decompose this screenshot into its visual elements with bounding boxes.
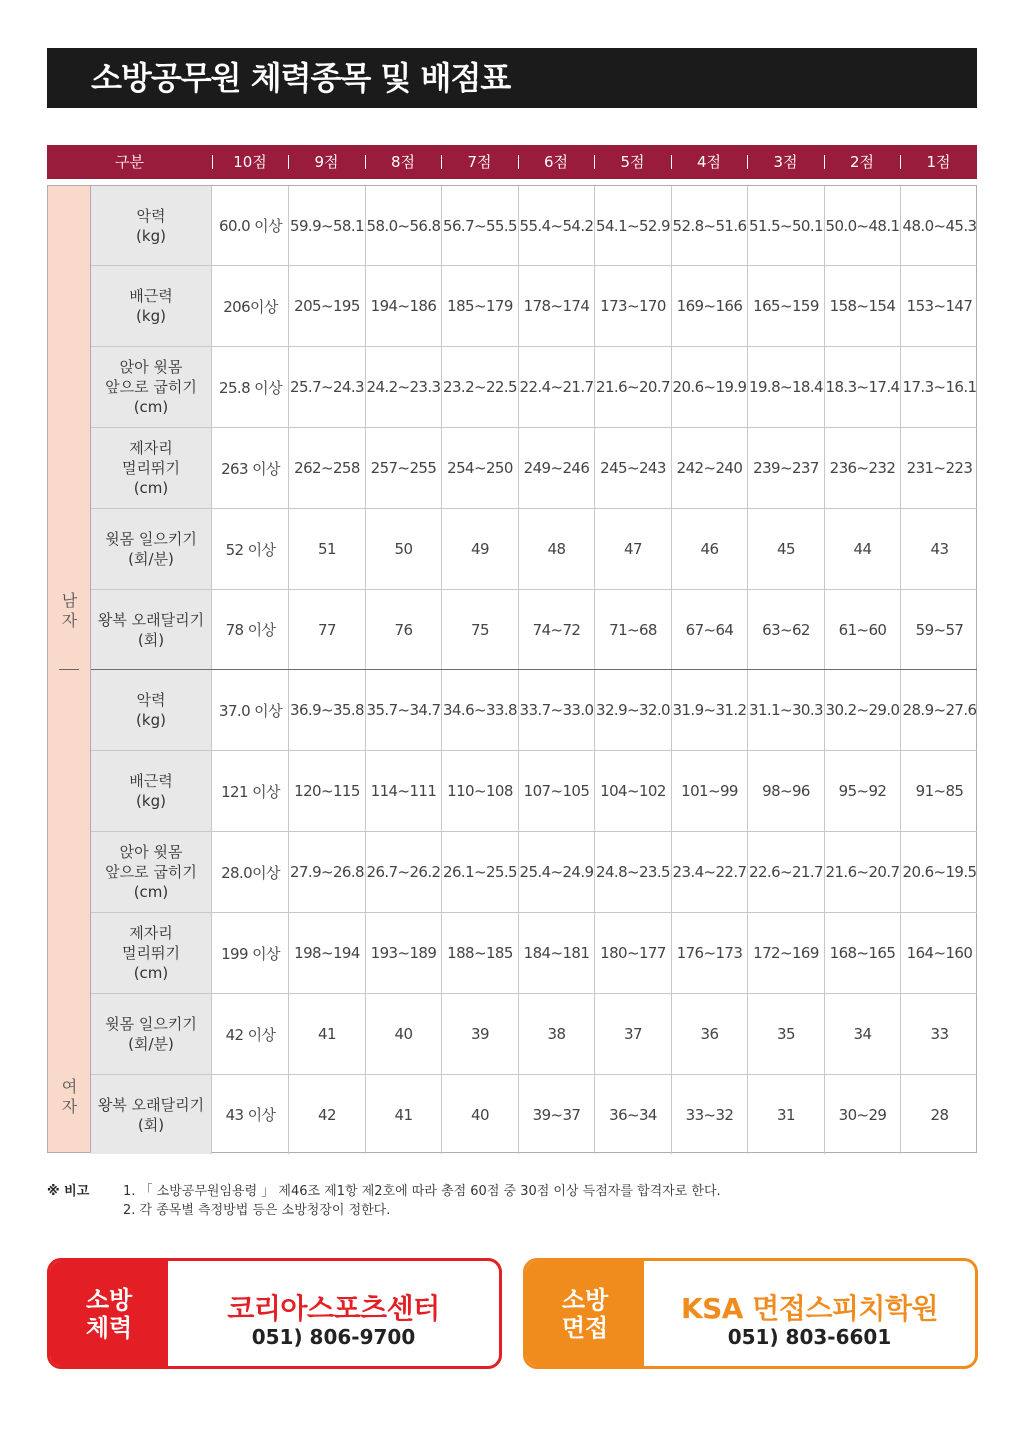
table-row bbox=[91, 509, 977, 590]
score-cell: 37 bbox=[595, 994, 672, 1074]
header-score: 9점 bbox=[314, 153, 339, 171]
score-cell: 59~57 bbox=[915, 620, 964, 639]
score-cell: 52 이상 bbox=[213, 509, 289, 589]
score-cell: 78 이상 bbox=[213, 590, 289, 669]
banner-name: 코리아스포츠센터 bbox=[227, 1292, 440, 1325]
header-score: 4점 bbox=[696, 153, 722, 171]
score-cell: 38 bbox=[519, 994, 595, 1074]
table-row bbox=[91, 913, 977, 994]
event-name-line: (회) bbox=[137, 630, 165, 649]
score-cell: 21.6~20.7 bbox=[825, 832, 901, 912]
score-cell: 52.8~51.6 bbox=[672, 186, 748, 265]
event-name-line: (cm) bbox=[133, 398, 169, 416]
score-cell: 43 이상 bbox=[213, 1075, 289, 1154]
event-name-cell bbox=[91, 186, 212, 265]
score-cell: 36.9~35.8 bbox=[289, 670, 366, 750]
header-score: 5점 bbox=[620, 153, 645, 171]
score-cell: 34 bbox=[825, 994, 901, 1074]
score-cell: 165~159 bbox=[748, 266, 825, 346]
event-name-line: (kg) bbox=[136, 307, 166, 325]
title-bar bbox=[47, 48, 977, 108]
score-cell: 21.6~20.7 bbox=[595, 347, 672, 427]
event-name-line: (cm) bbox=[133, 883, 169, 901]
score-cell: 33~32 bbox=[672, 1075, 748, 1154]
score-cell: 30~29 bbox=[825, 1075, 901, 1154]
score-cell: 180~177 bbox=[595, 913, 672, 993]
score-cell: 51 bbox=[289, 509, 366, 589]
score-cell: 74~72 bbox=[519, 590, 595, 669]
event-name-cell bbox=[91, 751, 212, 831]
score-cell: 33.7~33.0 bbox=[519, 670, 595, 750]
score-cell: 25.7~24.3 bbox=[289, 347, 366, 427]
score-cell: 54.1~52.9 bbox=[595, 186, 672, 265]
score-cell: 59.9~58.1 bbox=[289, 186, 366, 265]
score-cell: 39 bbox=[442, 994, 519, 1074]
score-cell: 19.8~18.4 bbox=[748, 347, 825, 427]
header-score: 3점 bbox=[773, 153, 798, 171]
banner-phone: 051) 803-6601 bbox=[727, 1325, 892, 1349]
event-name-cell bbox=[91, 347, 212, 427]
banner-tag-line-1: 소방 bbox=[85, 1285, 133, 1314]
score-cell: 43 bbox=[930, 540, 949, 558]
event-name-line: 배근력 bbox=[129, 287, 173, 305]
score-cell: 22.4~21.7 bbox=[519, 347, 595, 427]
score-cell: 262~258 bbox=[289, 428, 366, 508]
event-name-line: (회/분) bbox=[128, 550, 174, 568]
score-cell: 51.5~50.1 bbox=[748, 186, 825, 265]
header-score: 6점 bbox=[543, 153, 569, 171]
score-cell: 153~147 bbox=[906, 297, 973, 315]
event-name-line: 윗몸 일으키기 bbox=[105, 1015, 197, 1033]
score-cell: 254~250 bbox=[442, 428, 519, 508]
table-row bbox=[91, 1075, 977, 1154]
score-cell: 120~115 bbox=[289, 751, 366, 831]
score-cell: 95~92 bbox=[825, 751, 901, 831]
score-cell: 37.0 이상 bbox=[213, 670, 289, 750]
event-name-cell bbox=[91, 590, 212, 669]
score-cell: 193~189 bbox=[366, 913, 442, 993]
score-cell: 63~62 bbox=[748, 590, 825, 669]
score-cell: 27.9~26.8 bbox=[289, 832, 366, 912]
score-cell: 34.6~33.8 bbox=[442, 670, 519, 750]
score-cell: 172~169 bbox=[748, 913, 825, 993]
score-cell: 30.2~29.0 bbox=[825, 670, 901, 750]
score-cell: 40 bbox=[366, 994, 442, 1074]
header-category: 구분 bbox=[115, 153, 144, 171]
score-cell: 26.7~26.2 bbox=[366, 832, 442, 912]
score-cell: 48.0~45.3 bbox=[902, 216, 977, 235]
score-cell: 176~173 bbox=[672, 913, 748, 993]
event-name-line: 앞으로 굽히기 bbox=[105, 863, 197, 881]
score-cell: 56.7~55.5 bbox=[442, 186, 519, 265]
score-cell: 121 이상 bbox=[213, 751, 289, 831]
event-name-line: (회) bbox=[137, 1115, 165, 1134]
score-cell: 185~179 bbox=[442, 266, 519, 346]
score-cell: 101~99 bbox=[672, 751, 748, 831]
score-cell: 28.9~27.6 bbox=[902, 701, 977, 719]
table-row bbox=[91, 832, 977, 913]
score-cell: 107~105 bbox=[519, 751, 595, 831]
score-cell: 164~160 bbox=[906, 944, 973, 962]
score-cell: 36 bbox=[672, 994, 748, 1074]
score-cell: 23.4~22.7 bbox=[672, 832, 748, 912]
gender-label-male bbox=[48, 591, 91, 631]
score-cell: 42 bbox=[289, 1075, 366, 1154]
event-name-line: 멀리뛰기 bbox=[122, 459, 180, 477]
header-score: 7점 bbox=[467, 153, 492, 171]
score-cell: 98~96 bbox=[748, 751, 825, 831]
score-cell: 42 이상 bbox=[213, 994, 289, 1074]
score-cell: 33 bbox=[930, 1025, 949, 1043]
score-cell: 23.2~22.5 bbox=[442, 347, 519, 427]
event-name-line: 멀리뛰기 bbox=[122, 944, 180, 962]
score-cell: 36~34 bbox=[595, 1075, 672, 1154]
score-cell: 20.6~19.9 bbox=[672, 347, 748, 427]
event-name-line: 제자리 bbox=[129, 439, 173, 457]
event-name-cell bbox=[91, 509, 212, 589]
gender-divider-dash bbox=[59, 669, 79, 670]
score-cell: 48 bbox=[519, 509, 595, 589]
note-line-2: 2. 각 종목별 측정방법 등은 소방청장이 정한다. bbox=[123, 1203, 391, 1218]
score-cell: 71~68 bbox=[595, 590, 672, 669]
event-name-line: (cm) bbox=[133, 479, 169, 497]
score-cell: 184~181 bbox=[519, 913, 595, 993]
score-cell: 28.0이상 bbox=[213, 832, 289, 912]
score-cell: 17.3~16.1 bbox=[902, 378, 977, 396]
banner-tag-line-1: 소방 bbox=[561, 1285, 609, 1314]
event-name-line: 왕복 오래달리기 bbox=[97, 1095, 205, 1114]
banner-name: KSA 면접스피치학원 bbox=[680, 1292, 939, 1325]
header-score: 8점 bbox=[390, 153, 416, 171]
score-cell: 39~37 bbox=[519, 1075, 595, 1154]
banner-tag-fitness bbox=[50, 1261, 168, 1366]
score-cell: 18.3~17.4 bbox=[825, 347, 901, 427]
score-cell: 47 bbox=[595, 509, 672, 589]
event-name-line: 앉아 윗몸 bbox=[119, 358, 183, 376]
score-cell: 236~232 bbox=[825, 428, 901, 508]
banner-tag-line-2: 체력 bbox=[85, 1313, 133, 1342]
event-name-cell bbox=[91, 913, 212, 993]
score-cell: 205~195 bbox=[289, 266, 366, 346]
score-cell: 26.1~25.5 bbox=[442, 832, 519, 912]
header-score: 2점 bbox=[849, 153, 875, 171]
notes-label: ※ 비고 bbox=[47, 1184, 90, 1199]
score-cell: 46 bbox=[672, 509, 748, 589]
event-name-line: 앞으로 굽히기 bbox=[105, 378, 197, 396]
score-cell: 168~165 bbox=[825, 913, 901, 993]
table-row bbox=[91, 428, 977, 509]
event-name-cell bbox=[91, 832, 212, 912]
score-cell: 199 이상 bbox=[213, 913, 289, 993]
score-cell: 169~166 bbox=[672, 266, 748, 346]
banner-tag-interview bbox=[526, 1261, 644, 1366]
score-cell: 44 bbox=[825, 509, 901, 589]
score-cell: 77 bbox=[289, 590, 366, 669]
event-name-cell bbox=[91, 1075, 212, 1154]
table-row bbox=[91, 186, 977, 266]
score-cell: 32.9~32.0 bbox=[595, 670, 672, 750]
banner-tag-line-2: 면접 bbox=[561, 1313, 609, 1342]
score-cell: 178~174 bbox=[519, 266, 595, 346]
score-cell: 25.4~24.9 bbox=[519, 832, 595, 912]
score-cell: 40 bbox=[442, 1075, 519, 1154]
score-cell: 173~170 bbox=[595, 266, 672, 346]
event-name-cell bbox=[91, 266, 212, 346]
score-cell: 239~237 bbox=[748, 428, 825, 508]
score-cell: 245~243 bbox=[595, 428, 672, 508]
score-cell: 231~223 bbox=[906, 459, 973, 477]
score-cell: 20.6~19.5 bbox=[902, 863, 977, 881]
event-name-cell bbox=[91, 994, 212, 1074]
score-cell: 188~185 bbox=[442, 913, 519, 993]
table-row bbox=[91, 751, 977, 832]
score-cell: 35 bbox=[748, 994, 825, 1074]
header-score: 1점 bbox=[926, 153, 951, 171]
event-name-line: (kg) bbox=[136, 226, 166, 245]
event-name-line: 악력 bbox=[136, 206, 166, 225]
score-cell: 55.4~54.2 bbox=[519, 186, 595, 265]
score-cell: 61~60 bbox=[825, 590, 901, 669]
score-cell: 206이상 bbox=[213, 266, 289, 346]
table-row bbox=[91, 670, 977, 751]
event-name-line: 악력 bbox=[136, 691, 166, 709]
score-cell: 50.0~48.1 bbox=[825, 186, 901, 265]
score-cell: 104~102 bbox=[595, 751, 672, 831]
score-cell: 31 bbox=[748, 1075, 825, 1154]
score-cell: 110~108 bbox=[442, 751, 519, 831]
score-cell: 257~255 bbox=[366, 428, 442, 508]
score-cell: 114~111 bbox=[366, 751, 442, 831]
score-cell: 31.9~31.2 bbox=[672, 670, 748, 750]
banner-interview-academy[interactable] bbox=[523, 1258, 978, 1369]
event-name-cell bbox=[91, 428, 212, 508]
score-cell: 75 bbox=[442, 590, 519, 669]
event-name-line: 제자리 bbox=[129, 924, 173, 942]
score-cell: 28 bbox=[930, 1105, 949, 1124]
score-cell: 263 이상 bbox=[213, 428, 289, 508]
table-row bbox=[91, 347, 977, 428]
score-cell: 22.6~21.7 bbox=[748, 832, 825, 912]
score-cell: 45 bbox=[748, 509, 825, 589]
event-name-line: 앉아 윗몸 bbox=[119, 843, 183, 861]
score-cell: 49 bbox=[442, 509, 519, 589]
score-cell: 41 bbox=[366, 1075, 442, 1154]
gender-label-male-char-2: 자 bbox=[61, 611, 78, 630]
score-cell: 50 bbox=[366, 509, 442, 589]
score-cell: 67~64 bbox=[672, 590, 748, 669]
page-title: 소방공무원 체력종목 및 배점표 bbox=[91, 59, 511, 97]
event-name-line: 왕복 오래달리기 bbox=[97, 610, 205, 629]
table-row bbox=[91, 590, 977, 670]
score-cell: 249~246 bbox=[519, 428, 595, 508]
gender-column bbox=[48, 186, 91, 1152]
score-cell: 76 bbox=[366, 590, 442, 669]
table-header bbox=[47, 145, 977, 179]
event-name-line: 윗몸 일으키기 bbox=[105, 530, 197, 548]
score-cell: 24.2~23.3 bbox=[366, 347, 442, 427]
score-table bbox=[47, 185, 977, 1153]
score-cell: 35.7~34.7 bbox=[366, 670, 442, 750]
event-name-line: (kg) bbox=[136, 711, 166, 729]
event-name-line: 배근력 bbox=[129, 772, 173, 790]
score-cell: 41 bbox=[289, 994, 366, 1074]
score-cell: 24.8~23.5 bbox=[595, 832, 672, 912]
banner-fitness-center[interactable] bbox=[47, 1258, 502, 1369]
score-cell: 242~240 bbox=[672, 428, 748, 508]
score-cell: 58.0~56.8 bbox=[366, 186, 442, 265]
score-cell: 31.1~30.3 bbox=[748, 670, 825, 750]
gender-label-female bbox=[48, 1077, 91, 1117]
note-line-1: 1. 「 소방공무원임용령 」 제46조 제1항 제2호에 따라 총점 60점 중 30점 이상 득점자를 합격자로 한다. bbox=[123, 1184, 721, 1199]
score-cell: 60.0 이상 bbox=[213, 186, 289, 265]
gender-label-female-char-2: 자 bbox=[61, 1097, 78, 1116]
score-cell: 91~85 bbox=[915, 782, 964, 800]
score-cell: 158~154 bbox=[825, 266, 901, 346]
event-name-line: (회/분) bbox=[128, 1035, 174, 1053]
score-cell: 194~186 bbox=[366, 266, 442, 346]
table-row bbox=[91, 266, 977, 347]
gender-label-female-char-1: 여 bbox=[61, 1077, 78, 1096]
event-name-line: (cm) bbox=[133, 964, 169, 982]
gender-label-male-char-1: 남 bbox=[61, 591, 78, 610]
table-row bbox=[91, 994, 977, 1075]
banner-phone: 051) 806-9700 bbox=[251, 1325, 416, 1349]
header-score: 10점 bbox=[233, 153, 267, 171]
score-cell: 25.8 이상 bbox=[213, 347, 289, 427]
event-name-cell bbox=[91, 670, 212, 750]
event-name-line: (kg) bbox=[136, 792, 166, 810]
score-cell: 198~194 bbox=[289, 913, 366, 993]
